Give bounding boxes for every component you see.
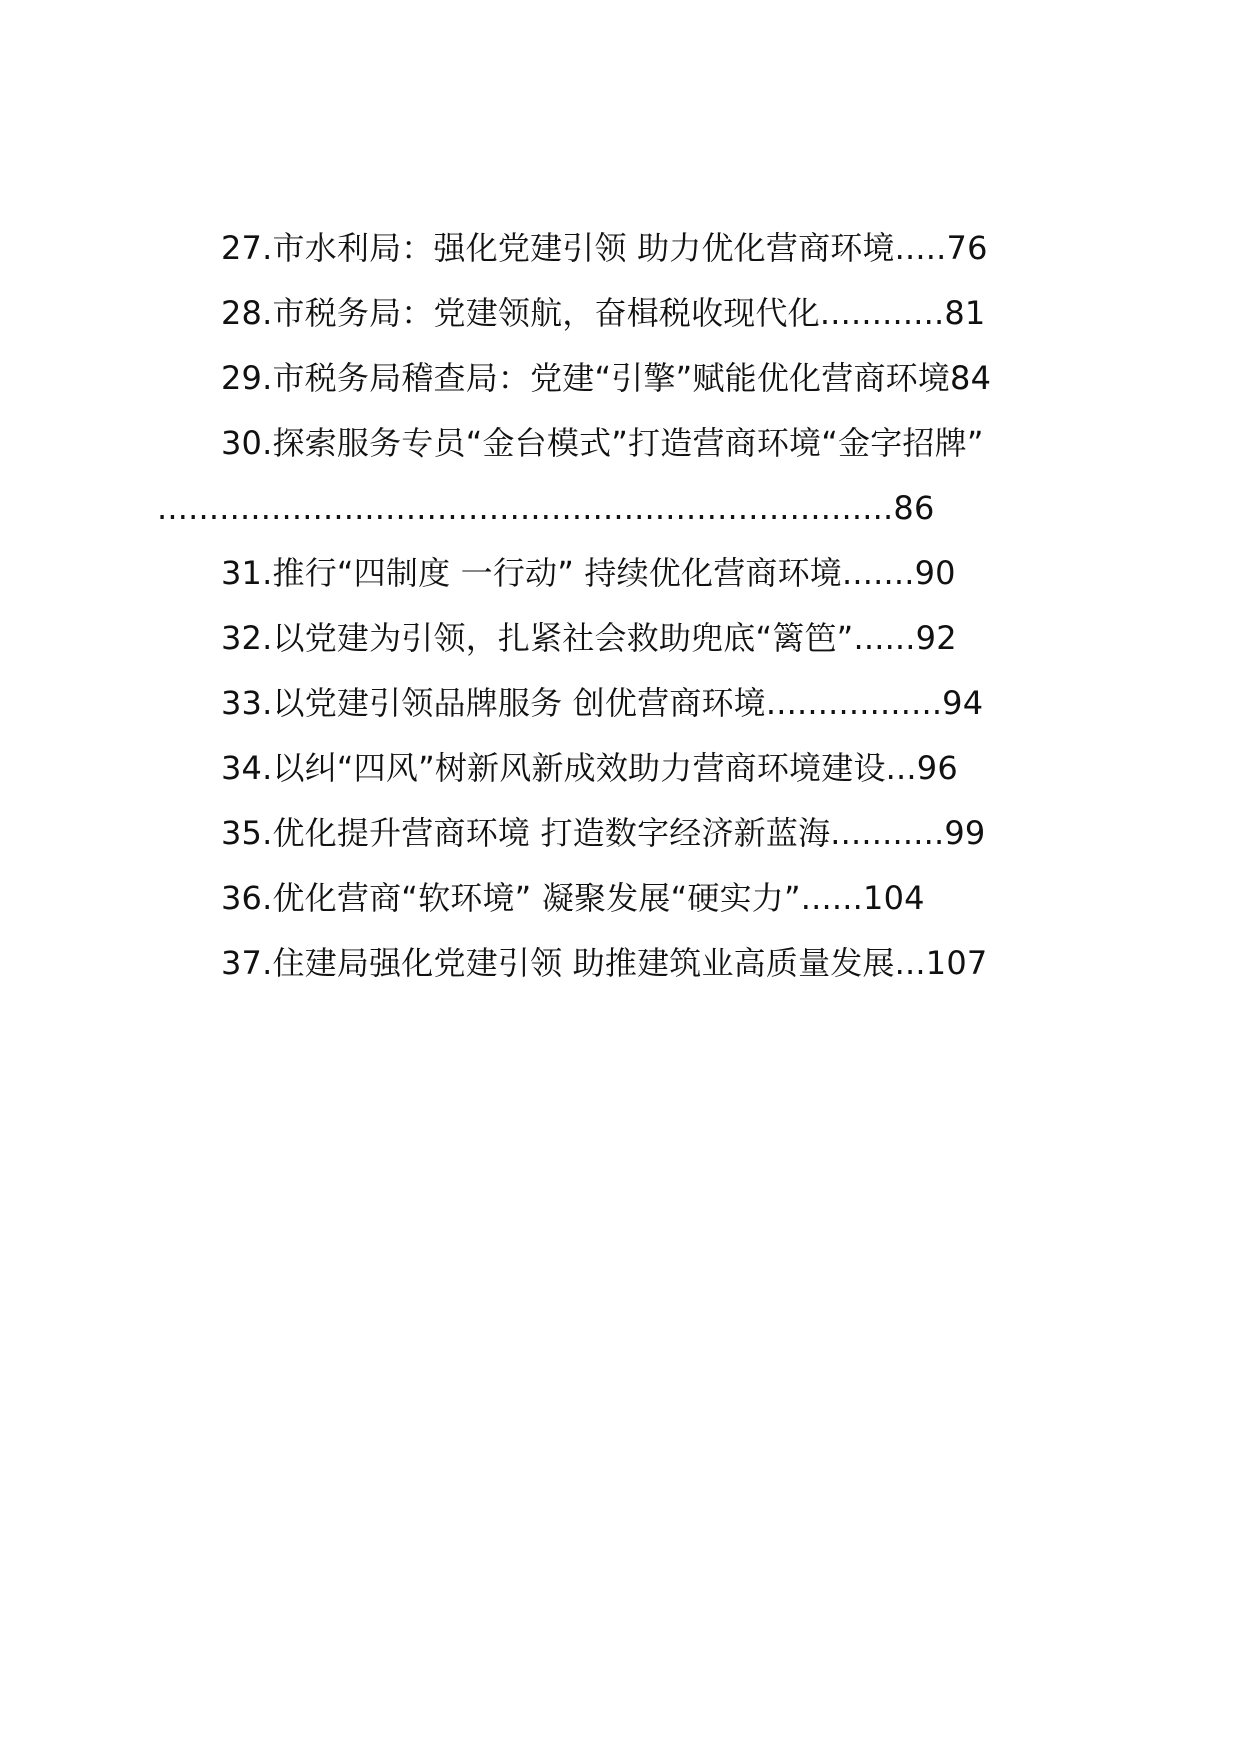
toc-entry-37: 37.住建局强化党建引领 助推建筑业高质量发展...107 [221, 944, 988, 982]
toc-entry-31: 31.推行“四制度 一行动” 持续优化营商环境.......90 [221, 554, 956, 592]
toc-entry-29: 29.市税务局稽查局：党建“引擎”赋能优化营商环境84 [221, 359, 992, 397]
toc-entry-32: 32.以党建为引领，扎紧社会救助兜底“篱笆”......92 [221, 619, 957, 657]
toc-entry-34: 34.以纠“四风”树新风新成效助力营商环境建设...96 [221, 749, 958, 787]
toc-entry-30: 30.探索服务专员“金台模式”打造营商环境“金字招牌” [221, 424, 984, 462]
toc-entry-28: 28.市税务局：党建领航，奋楫税收现代化............81 [221, 294, 986, 332]
toc-entry-36: 36.优化营商“软环境” 凝聚发展“硬实力”......104 [221, 879, 925, 917]
toc-entry-30-leader: .......................................................................86 [157, 489, 935, 527]
toc-entry-27: 27.市水利局：强化党建引领 助力优化营商环境.....76 [221, 229, 988, 267]
table-of-contents [157, 216, 1087, 996]
toc-entry-35: 35.优化提升营商环境 打造数字经济新蓝海...........99 [221, 814, 986, 852]
toc-entry-33: 33.以党建引领品牌服务 创优营商环境.................94 [221, 684, 984, 722]
